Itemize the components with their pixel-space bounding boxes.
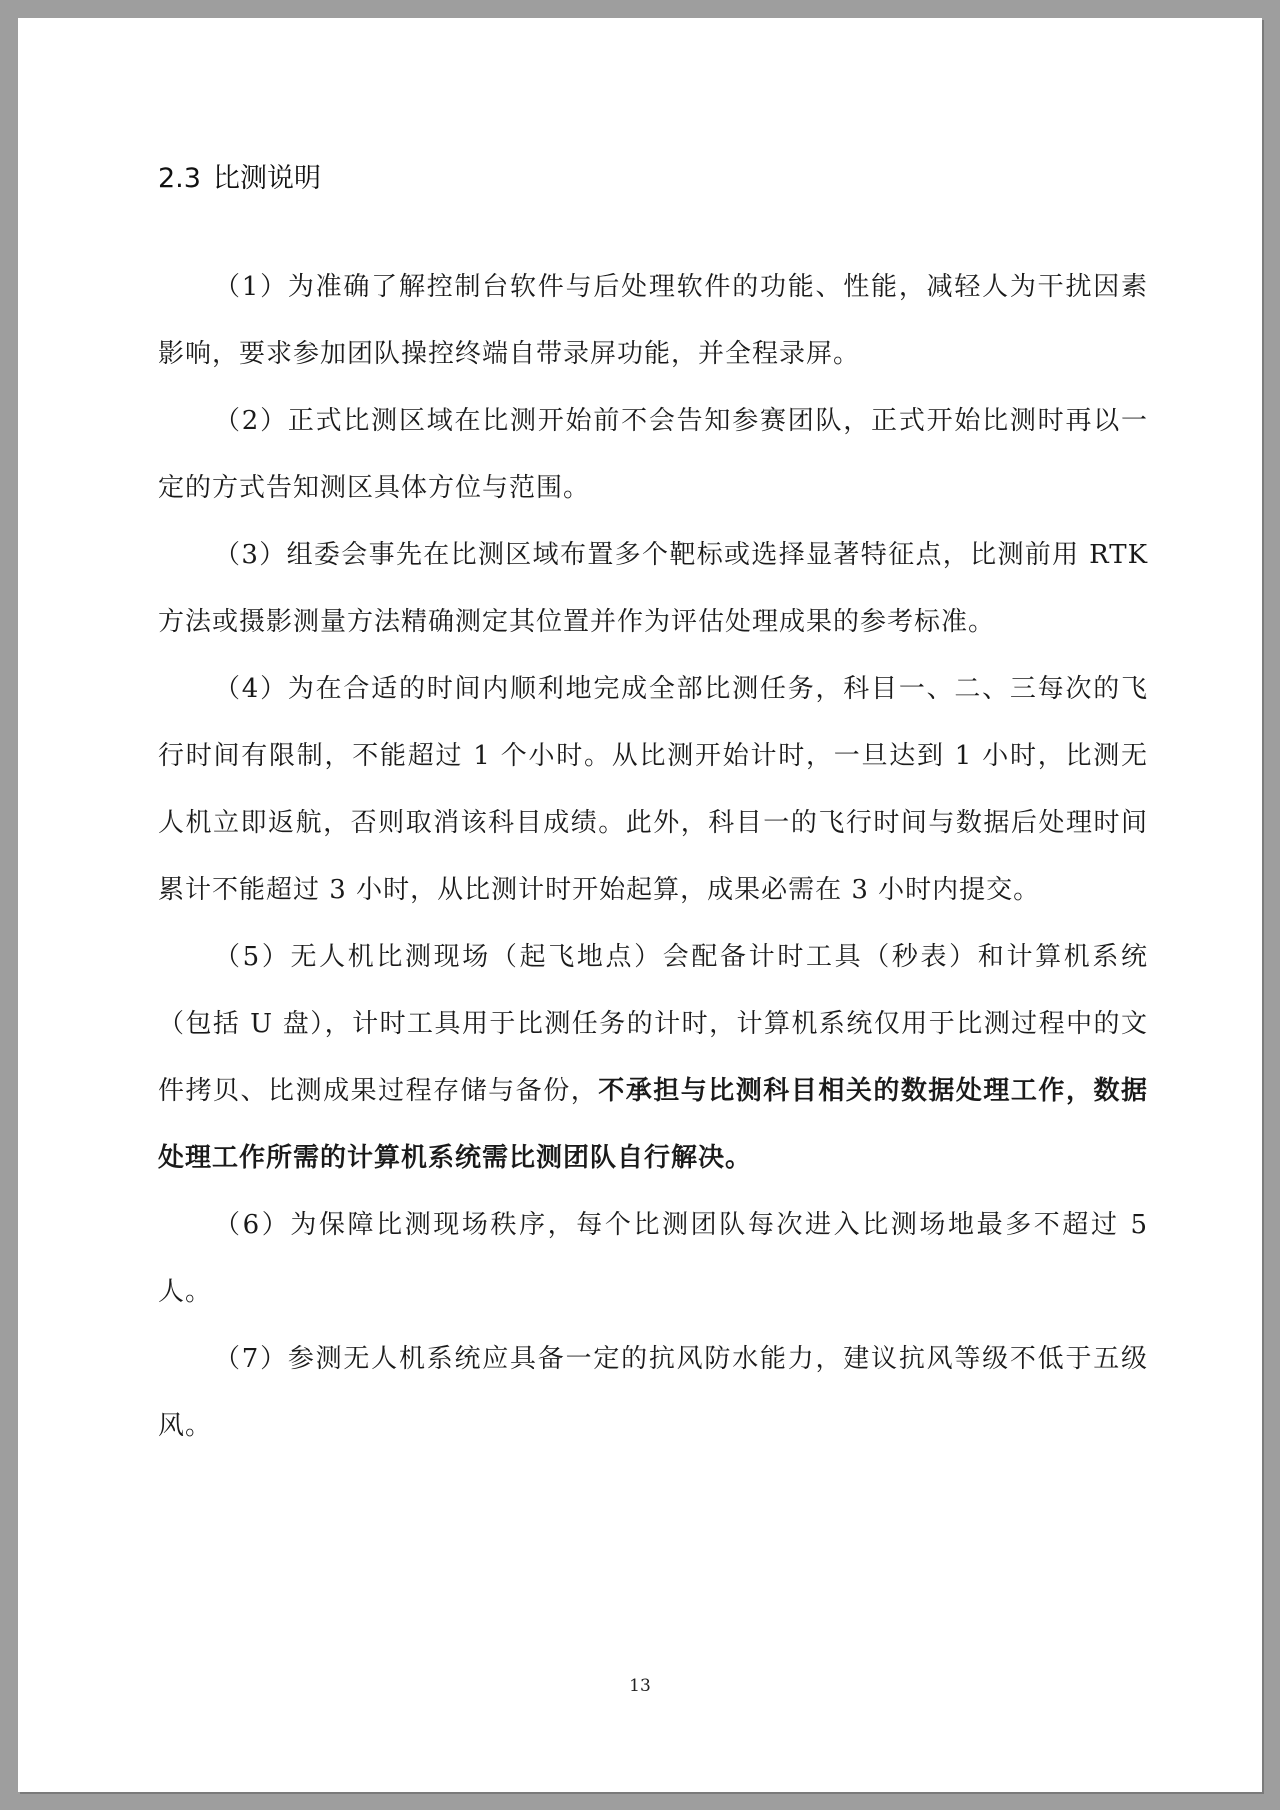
paragraph-4: （4）为在合适的时间内顺利地完成全部比测任务，科目一、二、三每次的飞行时间有限制，不能超过 1 个小时。从比测开始计时，一旦达到 1 小时，比测无人机立即返航，否则取消该科目成绩。此外，科目一的飞行时间与数据后处理时间累计不能超过 3 小时，从比测计时开始起算，成果必需在 3 小时内提交。 (158, 674, 1148, 905)
paragraph-7: （7）参测无人机系统应具备一定的抗风防水能力，建议抗风等级不低于五级风。 (158, 1344, 1148, 1441)
paragraph-5-bold-text: 不承担与比测科目相关的数据处理工作，数据处理工作所需的计算机系统需比测团队自行解决。 (158, 1076, 1148, 1173)
page-number: 13 (629, 1676, 651, 1696)
document-page (18, 18, 1262, 1792)
paragraph-5-text: （5）无人机比测现场（起飞地点）会配备计时工具（秒表）和计算机系统（包括 U 盘），计时工具用于比测任务的计时，计算机系统仅用于比测过程中的文件拷贝、比测成果过程存储与备份， (158, 942, 1148, 1106)
section-number: 2.3 (158, 163, 201, 194)
paragraph-6: （6）为保障比测现场秩序，每个比测团队每次进入比测场地最多不超过 5 人。 (158, 1210, 1148, 1307)
paragraph-1: （1）为准确了解控制台软件与后处理软件的功能、性能，减轻人为干扰因素影响，要求参加团队操控终端自带录屏功能，并全程录屏。 (158, 272, 1148, 369)
document-body (158, 254, 1148, 1460)
paragraph-2: （2）正式比测区域在比测开始前不会告知参赛团队，正式开始比测时再以一定的方式告知测区具体方位与范围。 (158, 406, 1148, 503)
paragraph-3: （3）组委会事先在比测区域布置多个靶标或选择显著特征点，比测前用 RTK 方法或摄影测量方法精确测定其位置并作为评估处理成果的参考标准。 (158, 540, 1148, 637)
paragraph-5 (158, 924, 1148, 1192)
section-heading (158, 156, 321, 195)
section-title: 比测说明 (212, 163, 321, 194)
